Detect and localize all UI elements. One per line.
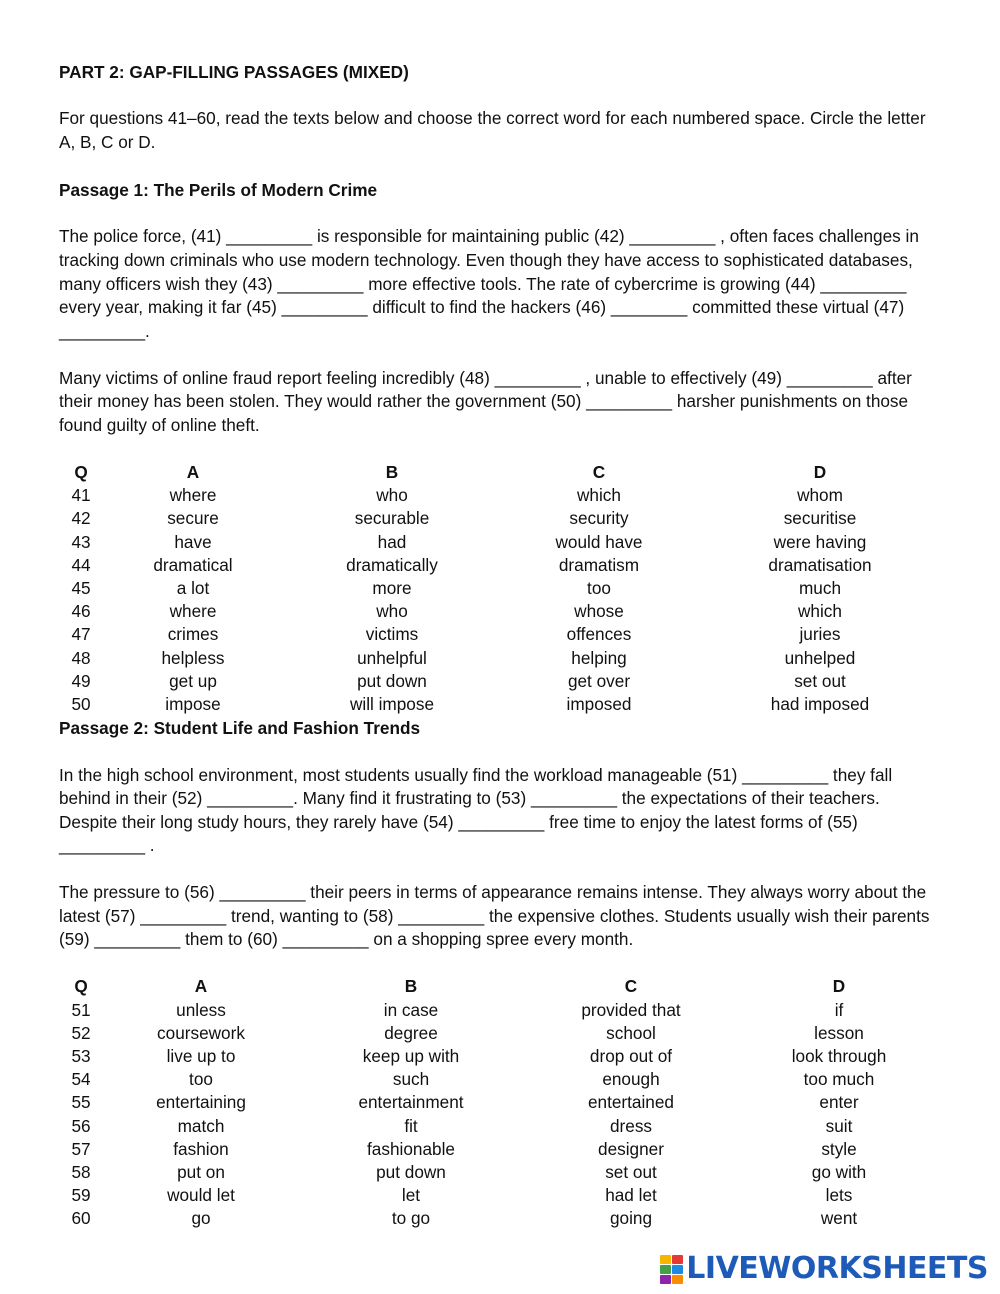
instructions: For questions 41–60, read the texts below and choose the correct word for each numbered space. Circle the letter A, B, C or D. <box>59 108 926 152</box>
option-cell: had <box>377 531 407 552</box>
option-cell: fashionable <box>367 1138 455 1159</box>
option-cell: had imposed <box>770 693 870 714</box>
passage1-options-table <box>59 461 943 716</box>
option-cell: entertaining <box>156 1092 246 1113</box>
option-cell: if <box>834 999 844 1020</box>
table-row <box>59 1068 939 1091</box>
table-row <box>59 1115 939 1138</box>
option-cell: dramatically <box>346 554 438 575</box>
option-cell: will impose <box>349 693 435 714</box>
question-number: 48 <box>71 647 91 668</box>
option-cell: fit <box>404 1115 418 1136</box>
table-row <box>59 1184 939 1207</box>
option-cell: which <box>798 601 842 622</box>
option-cell: to go <box>391 1208 431 1229</box>
passage2-title: Passage 2: Student Life and Fashion Trends <box>59 718 421 739</box>
question-number: 41 <box>71 485 91 506</box>
table-row <box>59 1045 939 1068</box>
question-number: 44 <box>71 554 91 575</box>
option-cell: securitise <box>783 508 857 529</box>
option-cell: securable <box>354 508 430 529</box>
option-cell: entertained <box>587 1092 674 1113</box>
option-cell: juries <box>799 624 841 645</box>
option-cell: which <box>577 485 621 506</box>
option-cell: too much <box>803 1069 875 1090</box>
option-cell: have <box>174 531 212 552</box>
option-cell: let <box>401 1185 421 1206</box>
table-row <box>59 484 943 507</box>
option-cell: set out <box>794 670 846 691</box>
table-row <box>59 1207 939 1230</box>
question-number: 50 <box>71 693 91 714</box>
option-cell: entertainment <box>358 1092 464 1113</box>
question-number: 56 <box>71 1115 91 1136</box>
table-row <box>59 507 943 530</box>
table-row <box>59 1161 939 1184</box>
option-cell: style <box>821 1138 857 1159</box>
part-title: PART 2: GAP-FILLING PASSAGES (MIXED) <box>59 62 409 82</box>
option-cell: dramatisation <box>768 554 872 575</box>
option-cell: unhelped <box>784 647 856 668</box>
table-row <box>59 999 939 1022</box>
option-cell: such <box>392 1069 430 1090</box>
option-cell: get over <box>567 670 631 691</box>
question-number: 43 <box>71 531 91 552</box>
option-cell: suit <box>825 1115 853 1136</box>
option-cell: who <box>376 485 408 506</box>
option-cell: live up to <box>166 1046 236 1067</box>
question-number: 52 <box>71 1022 91 1043</box>
question-number: 45 <box>71 577 91 598</box>
worksheet-page <box>59 60 939 1231</box>
option-cell: enough <box>602 1069 660 1090</box>
table-row <box>59 531 943 554</box>
option-cell: keep up with <box>362 1046 460 1067</box>
column-header: C <box>624 976 638 997</box>
option-cell: look through <box>791 1046 887 1067</box>
option-cell: too <box>587 577 611 598</box>
option-cell: fashion <box>173 1138 229 1159</box>
question-number: 55 <box>71 1092 91 1113</box>
option-cell: designer <box>598 1138 664 1159</box>
table-row <box>59 1022 939 1045</box>
question-number: 42 <box>71 508 91 529</box>
option-cell: dramatism <box>558 554 640 575</box>
table-row <box>59 1091 939 1114</box>
option-cell: match <box>177 1115 225 1136</box>
option-cell: dramatical <box>153 554 233 575</box>
option-cell: went <box>820 1208 858 1229</box>
option-cell: helping <box>571 647 627 668</box>
question-number: 58 <box>71 1162 91 1183</box>
column-header: B <box>404 976 418 997</box>
option-cell: helpless <box>161 647 225 668</box>
option-cell: where <box>169 485 217 506</box>
option-cell: offences <box>566 624 632 645</box>
option-cell: victims <box>365 624 419 645</box>
table-row <box>59 600 943 623</box>
table-row <box>59 647 943 670</box>
table-row <box>59 577 943 600</box>
table-row <box>59 1138 939 1161</box>
question-number: 60 <box>71 1208 91 1229</box>
question-number: 59 <box>71 1185 91 1206</box>
option-cell: had let <box>605 1185 657 1206</box>
option-cell: drop out of <box>589 1046 673 1067</box>
column-header: D <box>813 461 827 482</box>
question-number: 51 <box>71 999 91 1020</box>
column-header: C <box>592 461 606 482</box>
column-header: Q <box>74 461 88 482</box>
passage2-options-table <box>59 975 939 1230</box>
question-number: 53 <box>71 1046 91 1067</box>
option-cell: whose <box>574 601 624 622</box>
option-cell: where <box>169 601 217 622</box>
column-header: A <box>194 976 208 997</box>
option-cell: degree <box>384 1022 438 1043</box>
option-cell: impose <box>165 693 221 714</box>
question-number: 47 <box>71 624 91 645</box>
passage1-paragraph-2: Many victims of online fraud report feeling incredibly (48) _________ , unable to effectively (49) _________ after their money has been stolen. They would rather the government (50) _________ harsher punishments on those found guilty of online theft. <box>59 367 912 435</box>
option-cell: security <box>569 508 629 529</box>
passage1-paragraph-1: The police force, (41) _________ is responsible for maintaining public (42) _________ , often faces challenges in tracking down criminals who use modern technology. Even though they have access to sophisticated databases, many officers wish they (43) _________ more effective tools. The rate of cybercrime is growing (44) _________ every year, making it far (45) _________ difficult to find the hackers (46) ________ committed these virtual (47) _________. <box>59 226 919 341</box>
passage2-paragraph-1: In the high school environment, most students usually find the workload manageable (51) _________ they fall behind in their (52) _________. Many find it frustrating to (53) _________ the expectations of their teachers. Despite their long study hours, they rarely have (54) _________ free time to enjoy the latest forms of (55) _________ . <box>59 764 893 856</box>
option-cell: imposed <box>566 693 632 714</box>
passage1-title: Passage 1: The Perils of Modern Crime <box>59 179 378 200</box>
option-cell: in case <box>383 999 439 1020</box>
option-cell: whom <box>797 485 843 506</box>
option-cell: lets <box>825 1185 853 1206</box>
option-cell: go <box>191 1208 211 1229</box>
option-cell: crimes <box>167 624 219 645</box>
option-cell: would have <box>555 531 643 552</box>
column-header: B <box>385 461 399 482</box>
option-cell: put down <box>357 670 427 691</box>
option-cell: going <box>609 1208 653 1229</box>
option-cell: school <box>606 1022 656 1043</box>
option-cell: a lot <box>176 577 210 598</box>
table-header-row <box>59 975 939 998</box>
logo-text: LIVEWORKSHEETS <box>686 1251 988 1286</box>
option-cell: secure <box>167 508 219 529</box>
option-cell: put down <box>376 1162 446 1183</box>
column-header: D <box>832 976 846 997</box>
option-cell: provided that <box>581 999 681 1020</box>
option-cell: were having <box>773 531 867 552</box>
option-cell: lesson <box>814 1022 864 1043</box>
table-header-row <box>59 461 943 484</box>
option-cell: enter <box>819 1092 859 1113</box>
option-cell: more <box>372 577 412 598</box>
option-cell: unhelpful <box>357 647 427 668</box>
question-number: 54 <box>71 1069 91 1090</box>
question-number: 49 <box>71 670 91 691</box>
passage2-paragraph-2: The pressure to (56) _________ their peers in terms of appearance remains intense. They always worry about the latest (57) _________ trend, wanting to (58) _________ the expensive clothes. Students usually wish their parents (59) _________ them to (60) _________ on a shopping spree every month. <box>59 882 930 950</box>
option-cell: too <box>189 1069 213 1090</box>
option-cell: dress <box>609 1115 653 1136</box>
option-cell: much <box>798 577 842 598</box>
option-cell: get up <box>169 670 217 691</box>
table-row <box>59 670 943 693</box>
option-cell: go with <box>811 1162 867 1183</box>
option-cell: put on <box>177 1162 225 1183</box>
question-number: 46 <box>71 601 91 622</box>
liveworksheets-logo <box>660 1251 988 1286</box>
table-row <box>59 693 943 716</box>
option-cell: coursework <box>157 1022 245 1043</box>
liveworksheets-logo-icon <box>660 1255 683 1284</box>
question-number: 57 <box>71 1138 91 1159</box>
table-row <box>59 554 943 577</box>
column-header: A <box>186 461 200 482</box>
option-cell: set out <box>605 1162 657 1183</box>
table-row <box>59 623 943 646</box>
option-cell: who <box>376 601 408 622</box>
option-cell: unless <box>176 999 226 1020</box>
column-header: Q <box>74 976 88 997</box>
option-cell: would let <box>167 1185 235 1206</box>
